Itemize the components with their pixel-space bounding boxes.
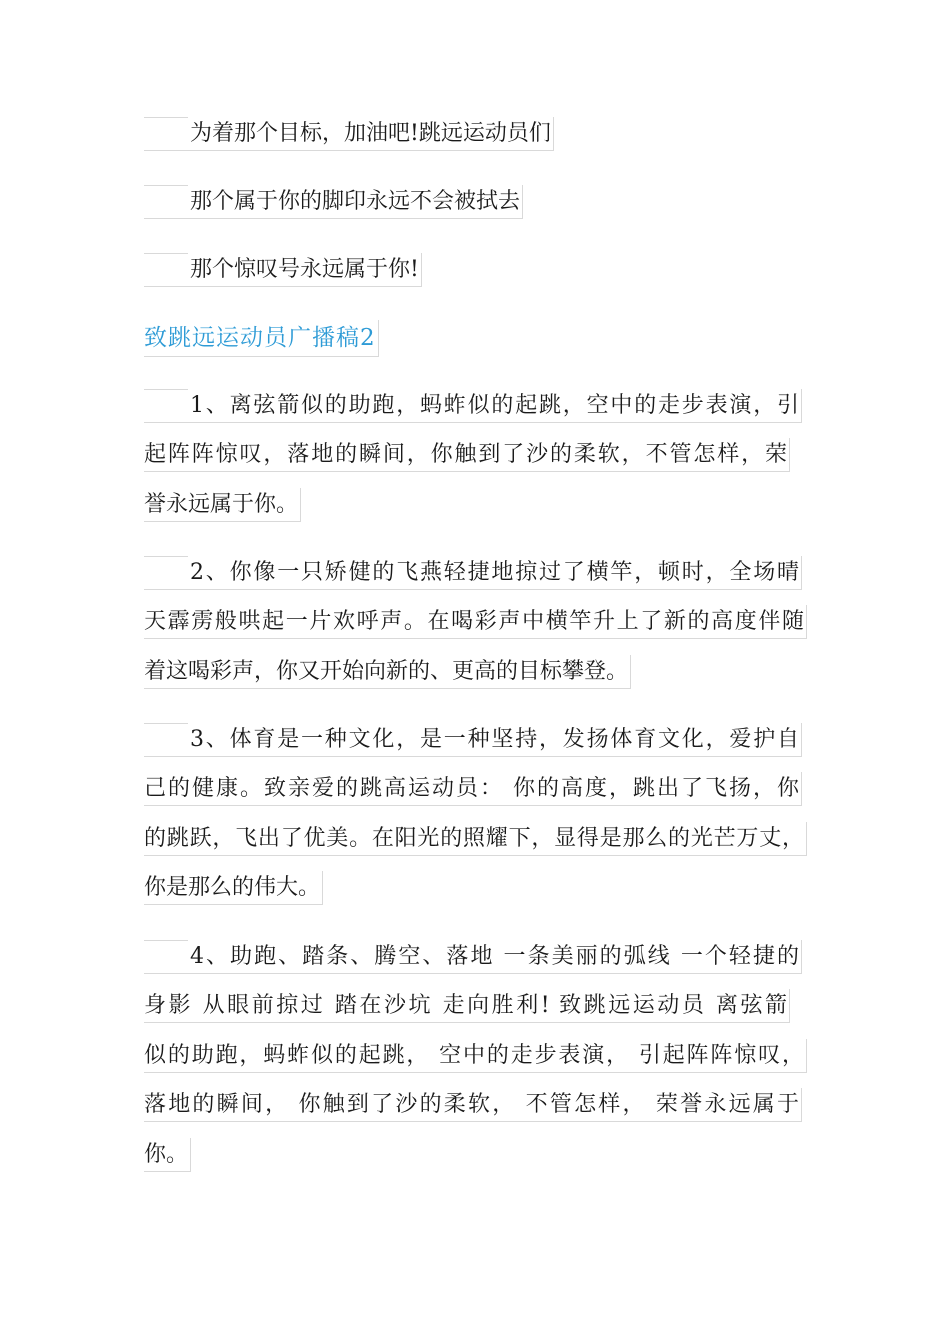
paragraph-1-line: 1、离弦箭似的助跑，蚂蚱似的起跳，空中的走步表演，引: [144, 389, 802, 423]
paragraph-2-line: 天霹雳般哄起一片欢呼声。在喝彩声中横竿升上了新的高度伴随: [144, 605, 807, 639]
paragraph-2-line: 2、你像一只矫健的飞燕轻捷地掠过了横竿，顿时，全场晴: [144, 556, 802, 590]
intro-line: 为着那个目标，加油吧!跳远运动员们: [144, 117, 554, 151]
paragraph-4-line: 落地的瞬间， 你触到了沙的柔软， 不管怎样， 荣誉永远属于: [144, 1088, 802, 1122]
paragraph-1-line: 誉永远属于你。: [144, 488, 301, 522]
paragraph-2-line: 着这喝彩声，你又开始向新的、更高的目标攀登。: [144, 655, 631, 689]
intro-line: 那个惊叹号永远属于你!: [144, 253, 422, 287]
paragraph-3-line: 己的健康。致亲爱的跳高运动员： 你的高度，跳出了飞扬，你: [144, 772, 802, 806]
section-heading: 致跳远运动员广播稿2: [144, 320, 379, 357]
paragraph-4-line: 似的助跑，蚂蚱似的起跳， 空中的走步表演， 引起阵阵惊叹，: [144, 1039, 807, 1073]
paragraph-3-line: 你是那么的伟大。: [144, 871, 323, 905]
paragraph-3-line: 3、体育是一种文化，是一种坚持，发扬体育文化，爱护自: [144, 723, 802, 757]
paragraph-1-line: 起阵阵惊叹，落地的瞬间，你触到了沙的柔软，不管怎样，荣: [144, 438, 790, 472]
paragraph-4-line: 身影 从眼前掠过 踏在沙坑 走向胜利! 致跳远运动员 离弦箭: [144, 989, 790, 1023]
intro-line: 那个属于你的脚印永远不会被拭去: [144, 185, 523, 219]
paragraph-4-line: 你。: [144, 1138, 191, 1172]
paragraph-4-line: 4、助跑、踏条、腾空、落地 一条美丽的弧线 一个轻捷的: [144, 940, 802, 974]
paragraph-3-line: 的跳跃，飞出了优美。在阳光的照耀下，显得是那么的光芒万丈，: [144, 822, 807, 856]
